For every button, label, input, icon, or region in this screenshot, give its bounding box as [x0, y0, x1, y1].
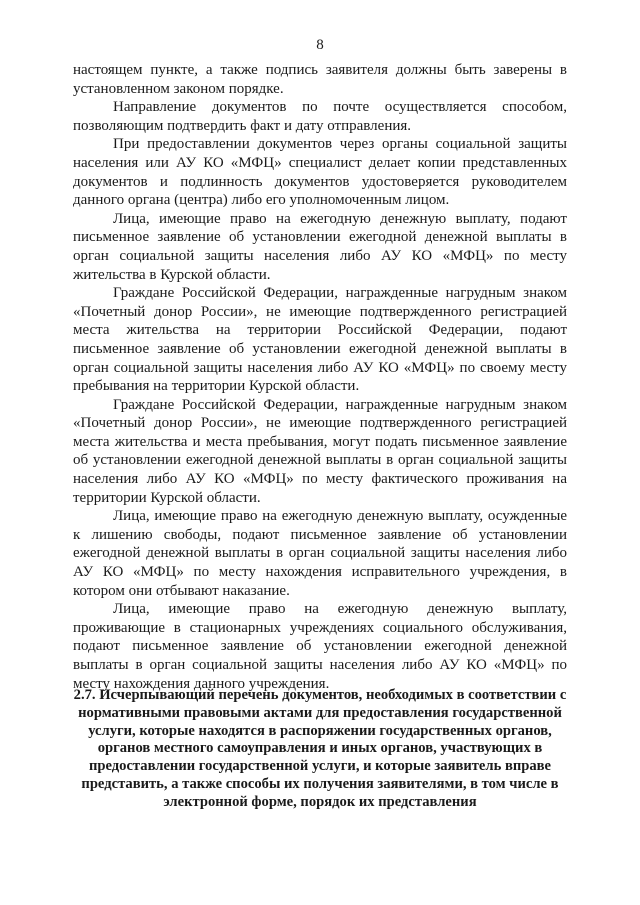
paragraph-residence-application: Лица, имеющие право на ежегодную денежную выплату, подают письменное заявление об установлении ежегодной денежной выплаты в орган социальной защиты населения либо АУ КО «МФЦ» по месту жительства в Курской области.	[73, 210, 567, 283]
paragraph-document-copies: При предоставлении документов через органы социальной защиты населения или АУ КО «МФЦ» специалист делает копии представленных документов и подлинность документов удостоверяется руководителем данного органа (центра) либо его уполномоченным лицом.	[73, 136, 567, 209]
paragraph-actual-residence-application: Граждане Российской Федерации, награжденные нагрудным знаком «Почетный донор России», не имеющие подтвержденного регистрацией места жительства и места пребывания, могут подать письменное заявление об установлении ежегодной денежной выплаты в орган социальной защиты населения либо АУ КО «МФЦ» по месту фактического проживания на территории Курской области.	[73, 396, 567, 506]
paragraph-stay-application: Граждане Российской Федерации, награжденные нагрудным знаком «Почетный донор России», не имеющие подтвержденного регистрацией места жительства на территории Российской Федерации, подают письменное заявление об установлении ежегодной денежной выплаты в орган социальной защиты населения либо АУ КО «МФЦ» по своему месту пребывания на территории Курской области.	[73, 285, 567, 395]
paragraph-care-institution-application: Лица, имеющие право на ежегодную денежную выплату, проживающие в стационарных учреждениях социального обслуживания, подают письменное заявление об установлении ежегодной денежной выплаты в орган социальной защиты населения либо АУ КО «МФЦ» по месту нахождения данного учреждения.	[73, 601, 567, 692]
page-number: 8	[316, 37, 324, 53]
paragraph-continuation: настоящем пункте, а также подпись заявителя должны быть заверены в установленном законом порядке.	[73, 62, 567, 97]
paragraph-prison-application: Лица, имеющие право на ежегодную денежную выплату, осужденные к лишению свободы, подают письменное заявление об установлении ежегодной денежной выплаты в орган социальной защиты населения либо АУ КО «МФЦ» по месту нахождения исправительного учреждения, в котором они отбывают наказание.	[73, 508, 567, 599]
section-heading: 2.7. Исчерпывающий перечень документов, необходимых в соответствии с нормативными правовыми актами для предоставления государственной услуги, которые находятся в распоряжении государственных органов, органов местного самоуправления и иных органов, участвующих в предоставлении государственной услуги, и которые заявитель вправе представить, а также способы их получения заявителями, в том числе в электронной форме, порядок их представления	[73, 687, 567, 810]
paragraph-mail-submission: Направление документов по почте осуществляется способом, позволяющим подтвердить факт и дату отправления.	[73, 99, 567, 134]
document-body	[73, 61, 567, 693]
